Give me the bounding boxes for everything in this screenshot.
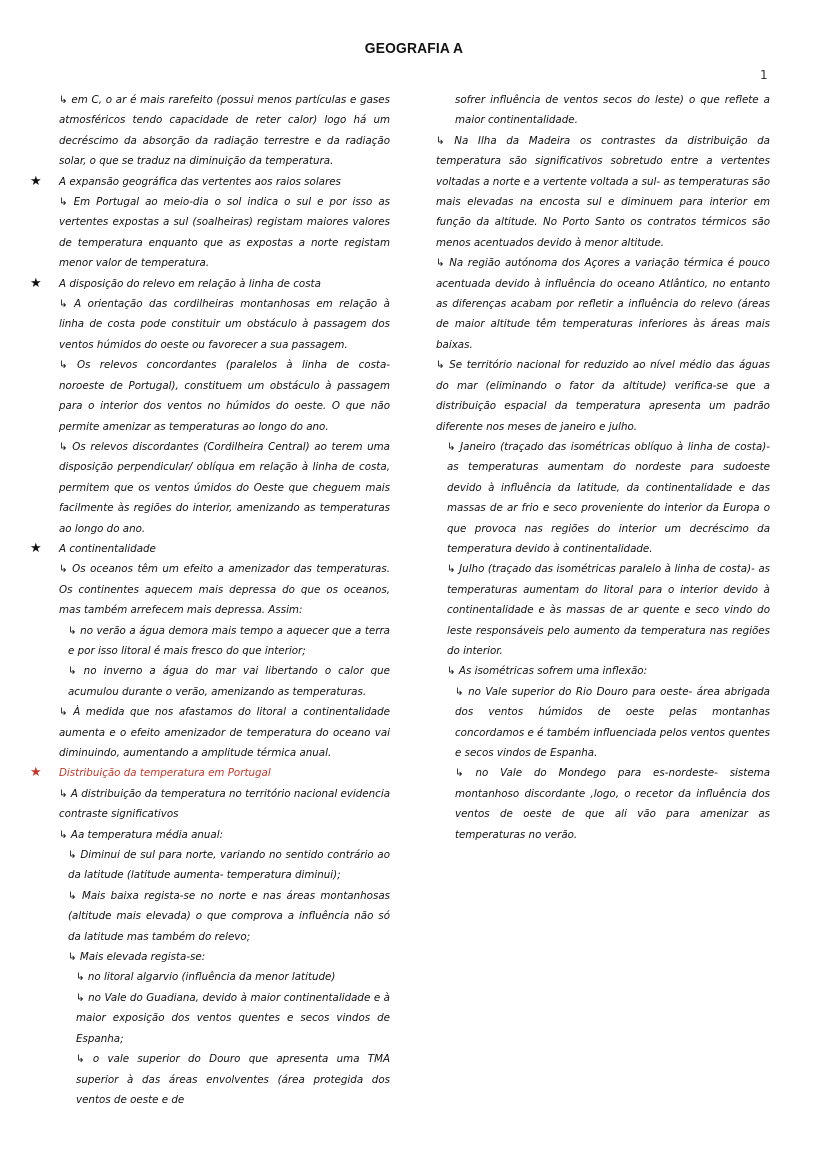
paragraph-text: ↳ À medida que nos afastamos do litoral a continentalidade aumenta e o efeito amenizador de temperatura do oceano vai diminuindo, aumentando a amplitude térmica anual.	[59, 706, 390, 759]
paragraph	[436, 661, 770, 681]
paragraph	[30, 886, 390, 947]
paragraph-text: ↳ Julho (traçado das isométricas paralelo à linha de costa)- as temperaturas aumentam do litoral para o interior devido à continentalidade e às massas de ar quente e seco vindo do leste responsáveis pelo aumento da temperatura nas regiões do interior.	[447, 563, 770, 657]
section-heading	[30, 172, 390, 192]
paragraph	[30, 559, 390, 620]
paragraph-text: ↳ A distribuição da temperatura no território nacional evidencia contraste significativos	[59, 787, 390, 821]
paragraph-text: ↳ Os oceanos têm um efeito a amenizador das temperaturas. Os continentes aquecem mais depressa do que os oceanos, mas também arrefecem mais depressa. Assim:	[59, 563, 390, 617]
paragraph	[30, 967, 390, 987]
paragraph	[436, 559, 770, 661]
paragraph-text: ↳ no Vale do Mondego para es-nordeste- sistema montanhoso discordante ,logo, o recetor da influência dos ventos de oeste de que ali vão para amenizar as temperaturas no verão.	[455, 767, 770, 841]
paragraph	[30, 988, 390, 1049]
paragraph-text: A continentalidade	[59, 542, 156, 555]
paragraph	[30, 661, 390, 702]
star-bullet-icon: ★	[30, 765, 42, 781]
paragraph	[30, 784, 390, 825]
paragraph	[436, 131, 770, 253]
page-number: 1	[760, 68, 768, 82]
paragraph	[30, 294, 390, 355]
paragraph-text: ↳ Os relevos concordantes (paralelos à linha de costa- noroeste de Portugal), constituem um obstáculo à passagem para o interior dos ventos no húmidos do oeste. O que não permite amenizar as temperaturas ao longo do ano.	[59, 359, 390, 433]
paragraph	[30, 702, 390, 763]
paragraph-text: ↳ em C, o ar é mais rarefeito (possui menos partículas e gases atmosféricos tendo capacidade de reter calor) logo há um decréscimo da absorção da radiação terrestre e da radiação solar, o que se traduz na diminuição da temperatura.	[59, 94, 390, 168]
paragraph	[30, 825, 390, 845]
paragraph	[30, 90, 390, 172]
star-bullet-icon: ★	[30, 275, 42, 291]
section-heading	[30, 274, 390, 294]
paragraph	[30, 437, 390, 539]
left-column	[30, 90, 390, 1110]
paragraph-text: ↳ no inverno a água do mar vai libertando o calor que acumulou durante o verão, amenizando as temperaturas.	[68, 665, 390, 698]
paragraph-text: ↳ no litoral algarvio (influência da menor latitude)	[76, 971, 336, 984]
paragraph-text: ↳ no verão a água demora mais tempo a aquecer que a terra e por isso litoral é mais fresco do que interior;	[68, 624, 390, 657]
paragraph-text: ↳ Em Portugal ao meio-dia o sol indica o sul e por isso as vertentes expostas a sul (soalheiras) registam maiores valores de temperatura enquanto que as expostas a norte registam menor valor de temperatura.	[59, 196, 390, 270]
section-heading	[30, 763, 390, 783]
paragraph-text: Distribuição da temperatura em Portugal	[59, 767, 271, 780]
paragraph	[30, 355, 390, 437]
paragraph-text: ↳ Se território nacional for reduzido ao nível médio das águas do mar (eliminando o fator da altitude) verifica-se que a distribuição espacial da temperatura apresenta um padrão diferente nos meses de janeiro e julho.	[436, 359, 770, 433]
star-bullet-icon: ★	[30, 540, 42, 556]
paragraph-text: ↳ Mais baixa regista-se no norte e nas áreas montanhosas (altitude mais elevada) o que comprova a influência não só da latitude mas também do relevo;	[68, 889, 390, 943]
paragraph-text: ↳ Mais elevada regista-se:	[68, 951, 206, 964]
paragraph-text: ↳ Na Ilha da Madeira os contrastes da distribuição da temperatura são significativos sobretudo entre a vertentes voltadas a norte e a vertente voltada a sul- as temperaturas são mais elevadas na encosta sul e diminuem para interior em função da altitude. No Porto Santo os contratos térmicos são menos acentuados devido à menor altitude.	[436, 134, 770, 249]
paragraph-text: ↳ no Vale superior do Rio Douro para oeste- área abrigada dos ventos húmidos de oeste pelas montanhas concordamos e é também influenciada pelos ventos quentes e secos vindos de Espanha.	[455, 685, 770, 759]
paragraph	[436, 682, 770, 764]
paragraph	[436, 90, 770, 131]
paragraph-text: sofrer influência de ventos secos do leste) o que reflete a maior continentalidade.	[455, 94, 770, 127]
paragraph-text: ↳ A orientação das cordilheiras montanhosas em relação à linha de costa pode constituir um obstáculo à passagem dos ventos húmidos do oeste ou favorecer a sua passagem.	[59, 298, 390, 351]
paragraph	[30, 845, 390, 886]
paragraph	[30, 621, 390, 662]
paragraph	[30, 947, 390, 967]
paragraph	[436, 763, 770, 845]
paragraph-text: ↳ Janeiro (traçado das isométricas oblíquo à linha de costa)- as temperaturas aumentam do nordeste para sudoeste devido à influência da latitude, da continentalidade e das massas de ar frio e seco proveniente do interior da Europa o que provoca nas regiões do interior um decréscimo da temperatura devido à continentalidade.	[447, 440, 770, 555]
page-title: GEOGRAFIA A	[364, 40, 464, 57]
paragraph	[436, 355, 770, 437]
right-column	[436, 90, 770, 845]
paragraph-text: ↳ Na região autónoma dos Açores a variação térmica é pouco acentuada devido à influência do oceano Atlântico, no entanto as diferenças acabam por refletir a influência do relevo (áreas de maior altitude têm temperaturas inferiores às áreas mais baixas.	[436, 257, 770, 351]
paragraph-text: ↳ no Vale do Guadiana, devido à maior continentalidade e à maior exposição dos ventos quentes e secos vindos de Espanha;	[76, 991, 390, 1045]
star-bullet-icon: ★	[30, 173, 42, 189]
section-heading	[30, 539, 390, 559]
paragraph	[436, 437, 770, 559]
paragraph-text: ↳ As isométricas sofrem uma inflexão:	[447, 665, 648, 678]
paragraph-text: A expansão geográfica das vertentes aos raios solares	[59, 175, 341, 188]
paragraph	[30, 1049, 390, 1110]
paragraph	[436, 253, 770, 355]
paragraph-text: ↳ Os relevos discordantes (Cordilheira Central) ao terem uma disposição perpendicular/ oblíqua em relação à linha de costa, permitem que os ventos úmidos do Oeste que cheguem mais facilmente às regiões do interior, amenizando as temperaturas ao longo do ano.	[59, 440, 390, 535]
paragraph	[30, 192, 390, 274]
paragraph-text: A disposição do relevo em relação à linha de costa	[59, 277, 321, 290]
paragraph-text: ↳ Aa temperatura média anual:	[59, 828, 224, 841]
paragraph-text: ↳ Diminui de sul para norte, variando no sentido contrário ao da latitude (latitude aumenta- temperatura diminui);	[68, 849, 390, 882]
paragraph-text: ↳ o vale superior do Douro que apresenta uma TMA superior à das áreas envolventes (área protegida dos ventos de oeste e de	[76, 1053, 390, 1106]
